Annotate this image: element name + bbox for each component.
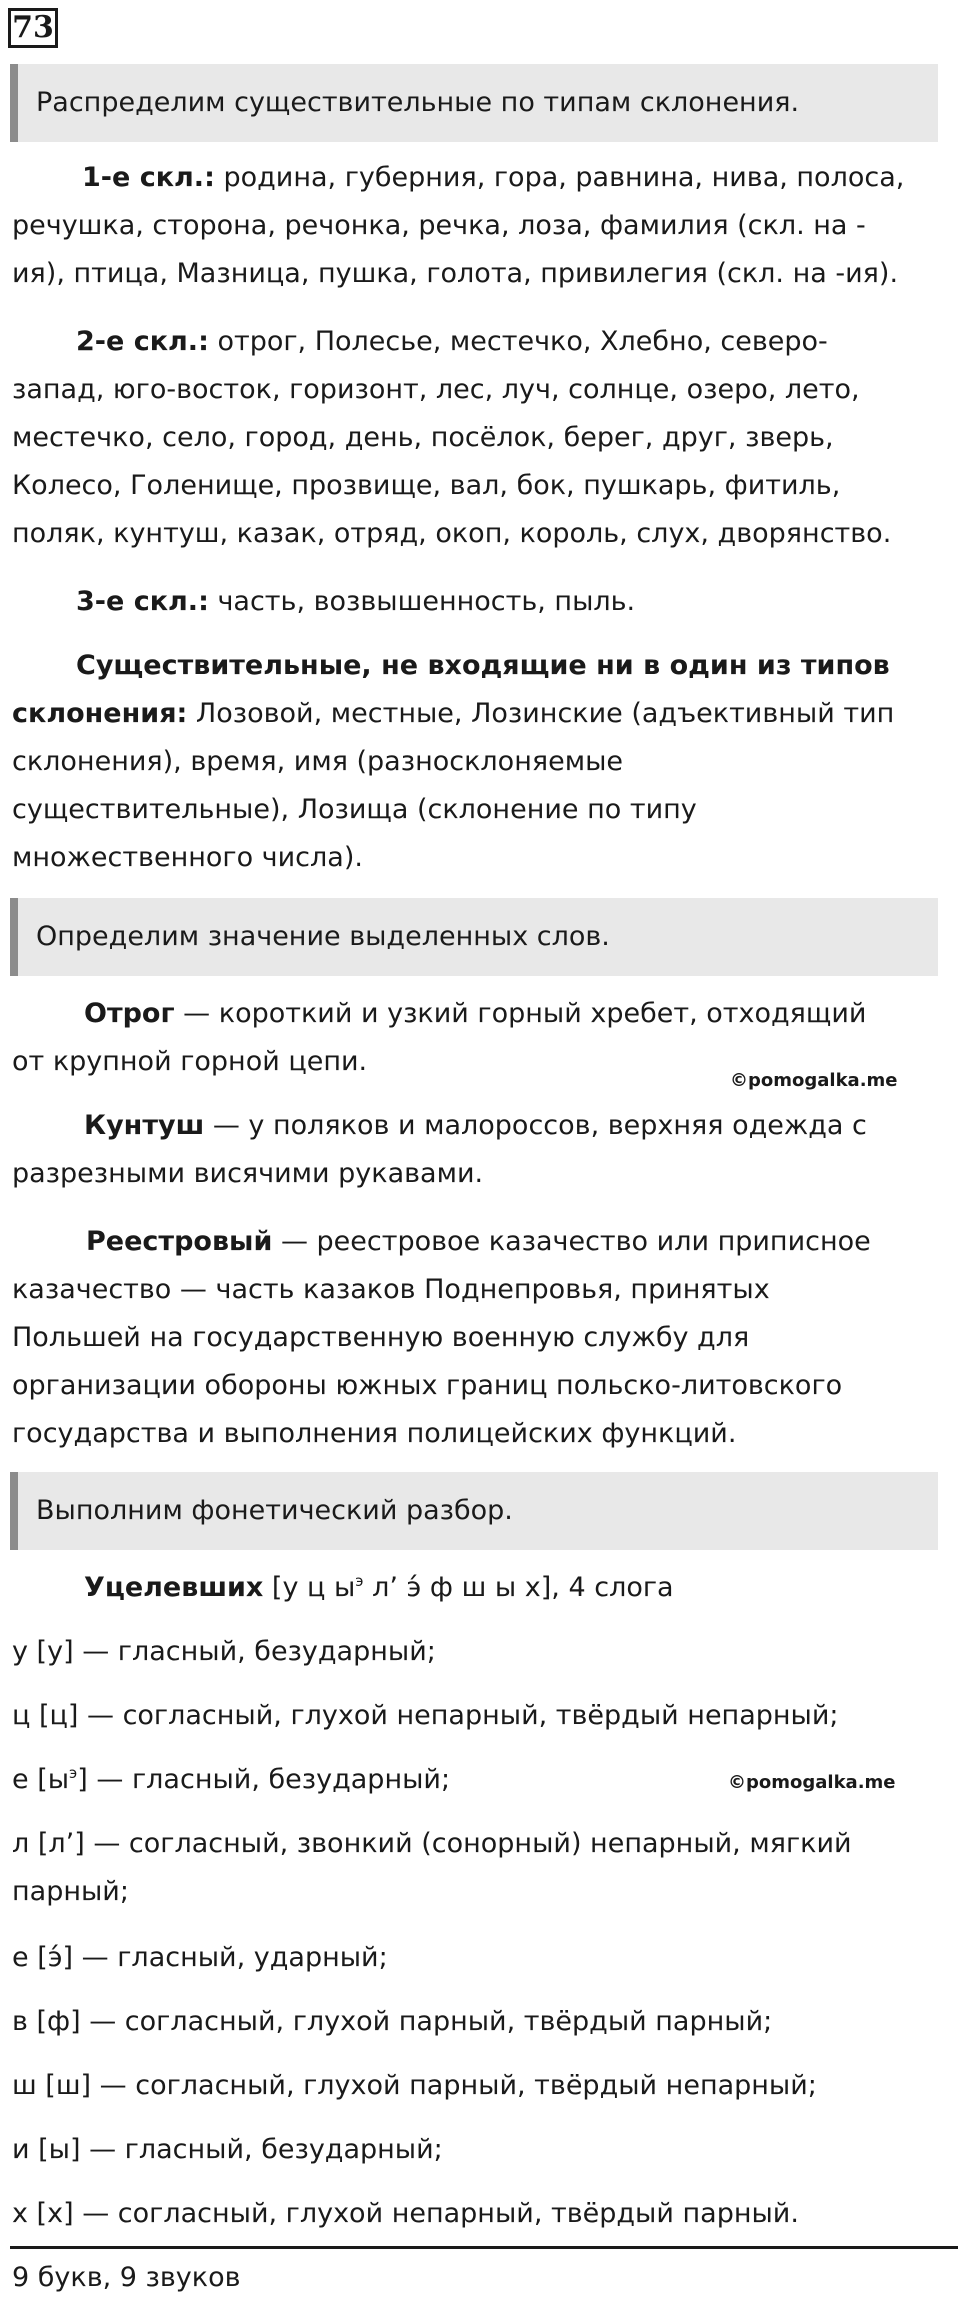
reestr-term: Реестровый <box>86 1226 273 1257</box>
reestr-definition-line-2: казачество — часть казаков Поднепровья, принятых <box>12 1274 770 1305</box>
declension-1-label: 1-е скл.: <box>82 162 215 193</box>
other-nouns-line-2: Лозовой, местные, Лозинские (адъективный тип <box>187 698 895 729</box>
other-nouns-line-5: множественного числа). <box>12 842 363 873</box>
phoneme-line-8: и [ы] — гласный, безударный; <box>12 2134 443 2165</box>
reestr-definition-line-3: Польшей на государственную военную службу для <box>12 1322 750 1353</box>
declension-2-line-3: местечко, село, город, день, посёлок, берег, друг, зверь, <box>12 422 834 453</box>
declension-3-text: часть, возвышенность, пыль. <box>208 586 636 617</box>
declension-2-line-4: Колесо, Голенище, прозвище, вал, бок, пушкарь, фитиль, <box>12 470 841 501</box>
phoneme-line-4b: парный; <box>12 1876 129 1907</box>
reestr-definition-line-1: — реестровое казачество или приписное <box>272 1226 871 1257</box>
kuntush-definition-line-2: разрезными висячими рукавами. <box>12 1158 484 1189</box>
transcription-part-2: л’ э́ ф ш ы х], 4 слога <box>363 1572 674 1603</box>
summary-line: 9 букв, 9 звуков <box>12 2262 241 2293</box>
kuntush-term: Кунтуш <box>84 1110 205 1141</box>
phoneme-3-part-2: ] — гласный, безударный; <box>77 1764 451 1795</box>
otrog-definition-line-1: — короткий и узкий горный хребет, отходящий <box>174 998 867 1029</box>
otrog-definition-line-2: от крупной горной цепи. <box>12 1046 368 1077</box>
declension-1-text: родина, губерния, гора, равнина, нива, полоса, <box>214 162 905 193</box>
reestr-definition-line-5: государства и выполнения полицейских функций. <box>12 1418 737 1449</box>
phoneme-line-7: ш [ш] — согласный, глухой парный, твёрдый непарный; <box>12 2070 817 2101</box>
phoneme-line-1: у [у] — гласный, безударный; <box>12 1636 436 1667</box>
declension-2-line-2: запад, юго-восток, горизонт, лес, луч, солнце, озеро, лето, <box>12 374 860 405</box>
declension-2-text: отрог, Полесье, местечко, Хлебно, северо- <box>208 326 828 357</box>
declension-1-line-3: ия), птица, Мазница, пушка, голота, привилегия (скл. на -ия). <box>12 258 899 289</box>
kuntush-definition <box>12 1102 942 1198</box>
section-header-phonetics: Выполним фонетический разбор. <box>10 1472 938 1550</box>
declension-1-line-2: речушка, сторона, речонка, речка, лоза, фамилия (скл. на - <box>12 210 866 241</box>
declension-1-paragraph <box>12 154 942 298</box>
divider-line <box>10 2246 958 2249</box>
other-nouns-heading: Существительные, не входящие ни в один из типов <box>76 650 890 681</box>
other-nouns-heading-2: склонения: <box>12 698 188 729</box>
phoneme-line-4 <box>12 1820 942 1916</box>
other-nouns-line-3: склонения), время, имя (разносклоняемые <box>12 746 623 777</box>
watermark-2: ©pomogalka.me <box>728 1772 896 1793</box>
watermark: ©pomogalka.me <box>730 1070 898 1091</box>
phoneme-line-9: х [х] — согласный, глухой непарный, твёрдый парный. <box>12 2198 799 2229</box>
declension-3-paragraph <box>12 578 942 626</box>
declension-2-paragraph <box>12 318 942 558</box>
phoneme-3-superscript: э <box>69 1764 78 1782</box>
phoneme-line-4a: л [л’] — согласный, звонкий (сонорный) непарный, мягкий <box>12 1828 852 1859</box>
declension-2-label: 2-е скл.: <box>76 326 209 357</box>
other-nouns-paragraph <box>12 642 942 882</box>
phonetic-word: Уцелевших <box>84 1572 264 1603</box>
other-nouns-line-4: существительные), Лозища (склонение по типу <box>12 794 697 825</box>
otrog-term: Отрог <box>84 998 175 1029</box>
transcription-superscript: э <box>355 1572 364 1590</box>
task-number: 73 <box>8 8 58 48</box>
section-header-declension: Распределим существительные по типам склонения. <box>10 64 938 142</box>
declension-2-line-5: поляк, кунтуш, казак, отряд, окоп, король, слух, дворянство. <box>12 518 892 549</box>
phoneme-line-2: ц [ц] — согласный, глухой непарный, твёрдый непарный; <box>12 1700 839 1731</box>
transcription-part-1: [у ц ы <box>263 1572 356 1603</box>
reestr-definition <box>12 1218 942 1458</box>
reestr-definition-line-4: организации обороны южных границ польско-литовского <box>12 1370 843 1401</box>
phoneme-line-5: е [э́] — гласный, ударный; <box>12 1942 388 1973</box>
kuntush-definition-line-1: — у поляков и малороссов, верхняя одежда с <box>204 1110 867 1141</box>
declension-3-label: 3-е скл.: <box>76 586 209 617</box>
phoneme-line-6: в [ф] — согласный, глухой парный, твёрдый парный; <box>12 2006 773 2037</box>
section-header-meanings: Определим значение выделенных слов. <box>10 898 938 976</box>
phoneme-3-part-1: е [ы <box>12 1764 70 1795</box>
phonetic-word-line <box>12 1564 942 1612</box>
